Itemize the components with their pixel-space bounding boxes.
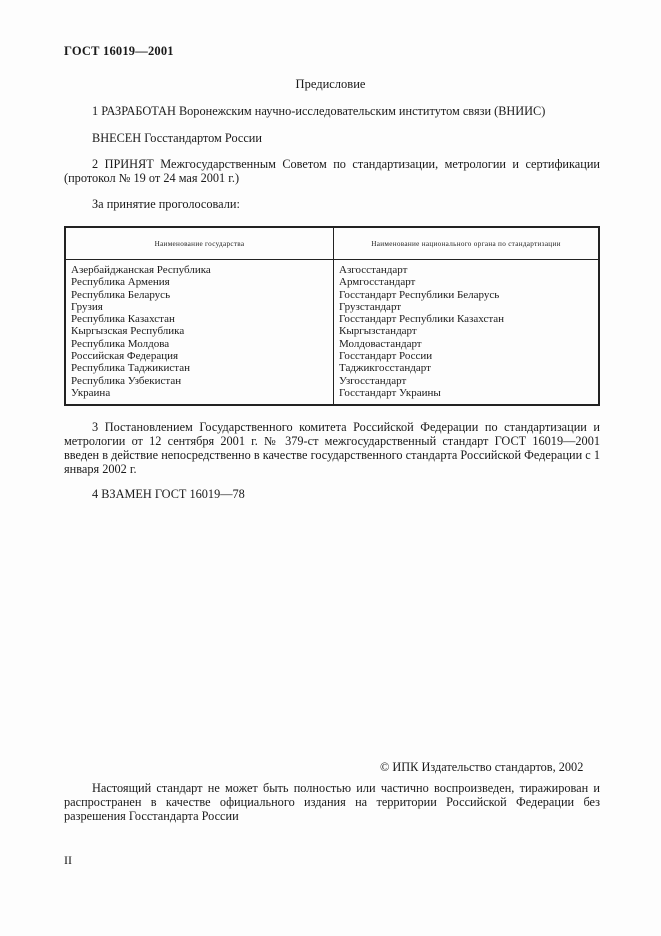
- column-header-body: Наименование национального органа по стандартизации: [334, 227, 600, 260]
- state-name: Грузия: [71, 300, 103, 313]
- body-name: Госстандарт России: [339, 350, 433, 363]
- states-list: [71, 264, 329, 399]
- body-name: Таджикгосстандарт: [339, 362, 431, 375]
- body-name: Молдовастандарт: [339, 337, 422, 350]
- voted-intro: За принятие проголосовали:: [92, 197, 240, 211]
- table-header-row: [65, 227, 599, 260]
- table-row: [65, 260, 599, 406]
- item-replaces: 4 ВЗАМЕН ГОСТ 16019—78: [92, 487, 245, 501]
- column-header-state: Наименование государства: [65, 227, 334, 260]
- state-name: Азербайджанская Республика: [71, 264, 211, 276]
- foreword-title: Предисловие: [295, 77, 366, 91]
- body-name: Армгосстандарт: [339, 276, 416, 289]
- state-name: Российская Федерация: [71, 350, 179, 363]
- voting-table: [64, 226, 600, 406]
- state-name: Республика Таджикистан: [71, 362, 190, 375]
- item-introduced: ВНЕСЕН Госстандартом России: [92, 131, 262, 145]
- state-name: Республика Беларусь: [71, 288, 171, 301]
- body-name: Грузстандарт: [339, 300, 402, 313]
- bodies-list: [339, 264, 594, 399]
- body-name: Узгосстандарт: [339, 374, 407, 387]
- body-name: Госстандарт Украины: [339, 386, 441, 399]
- item-adopted: 2 ПРИНЯТ Межгосударственным Советом по стандартизации, метрологии и сертификации (протокол № 19 от 24 мая 2001 г.): [64, 157, 600, 185]
- body-name: Кыргызстандарт: [339, 325, 417, 338]
- copyright-line: © ИПК Издательство стандартов, 2002: [380, 760, 584, 774]
- body-name: Азгосстандарт: [339, 264, 408, 276]
- state-name: Республика Армения: [71, 276, 170, 289]
- body-name: Госстандарт Республики Казахстан: [339, 313, 505, 326]
- item-developed: 1 РАЗРАБОТАН Воронежским научно-исследовательским институтом связи (ВНИИС): [92, 104, 546, 118]
- state-name: Кыргызская Республика: [71, 325, 185, 338]
- body-name: Госстандарт Республики Беларусь: [339, 288, 500, 301]
- reproduction-notice: Настоящий стандарт не может быть полностью или частично воспроизведен, тиражирован и распространен в качестве официального издания на территории Российской Федерации без разрешения Госстандарта России: [64, 781, 600, 823]
- state-name: Республика Молдова: [71, 337, 170, 350]
- item-enacted: 3 Постановлением Государственного комитета Российской Федерации по стандартизации и метрологии от 12 сентября 2001 г. № 379-ст межгосударственный стандарт ГОСТ 16019—2001 введен в действие непосредственно в качестве государственного стандарта Российской Федерации с 1 января 2002 г.: [64, 420, 600, 476]
- document-code: ГОСТ 16019—2001: [64, 44, 174, 58]
- bodies-cell: [334, 260, 600, 406]
- state-name: Республика Казахстан: [71, 313, 175, 326]
- state-name: Республика Узбекистан: [71, 374, 182, 387]
- state-name: Украина: [71, 386, 111, 399]
- states-cell: [65, 260, 334, 406]
- page-number: II: [64, 853, 72, 867]
